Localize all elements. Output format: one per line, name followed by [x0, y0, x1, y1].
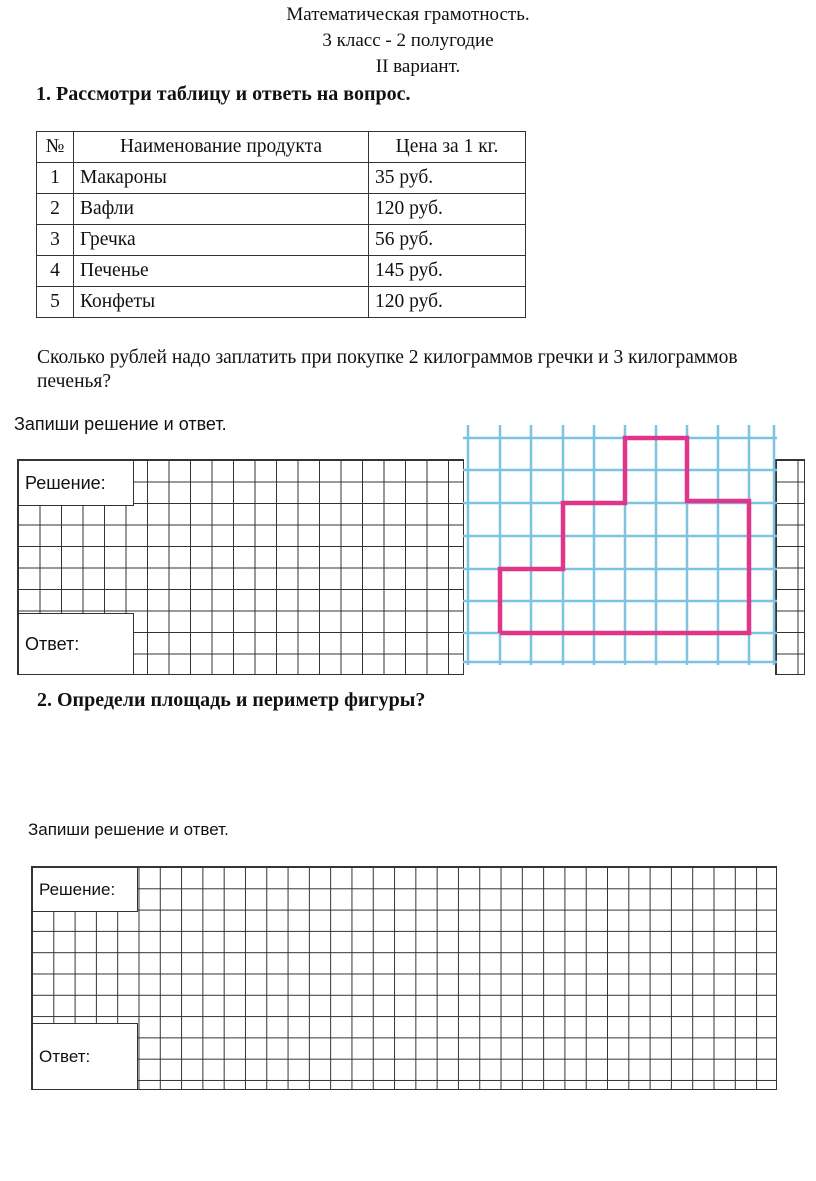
table-row [37, 256, 526, 287]
task2-write-prompt: Запиши решение и ответ. [28, 820, 229, 839]
solution-grid-task1[interactable] [17, 459, 464, 675]
product-name: Конфеты [74, 287, 369, 318]
row-number: 2 [37, 194, 74, 225]
product-price: 145 руб. [369, 256, 526, 287]
answer-label: Ответ: [18, 613, 134, 675]
price-table [36, 131, 526, 318]
product-name: Макароны [74, 163, 369, 194]
row-number: 1 [37, 163, 74, 194]
product-name: Гречка [74, 225, 369, 256]
product-price: 120 руб. [369, 194, 526, 225]
task1-title: 1. Рассмотри таблицу и ответь на вопрос. [36, 83, 411, 105]
table-row [37, 163, 526, 194]
table-header-row [37, 132, 526, 163]
product-name: Вафли [74, 194, 369, 225]
table-row [37, 225, 526, 256]
row-number: 5 [37, 287, 74, 318]
task1-write-prompt: Запиши решение и ответ. [14, 414, 227, 434]
product-price: 56 руб. [369, 225, 526, 256]
task1-question: Сколько рублей надо заплатить при покупке 2 килограммов гречки и 3 килограммов печенья? [37, 347, 738, 392]
row-number: 3 [37, 225, 74, 256]
solution-grid-task1-edge [775, 459, 805, 675]
row-number: 4 [37, 256, 74, 287]
table-row [37, 287, 526, 318]
solution-grid-task2[interactable] [31, 866, 777, 1090]
table-row [37, 194, 526, 225]
task2-title: 2. Определи площадь и периметр фигуры? [37, 689, 426, 711]
product-name: Печенье [74, 256, 369, 287]
product-price: 120 руб. [369, 287, 526, 318]
col-number-header: № [37, 132, 74, 163]
figure-grid [463, 425, 777, 665]
col-name-header: Наименование продукта [74, 132, 369, 163]
product-price: 35 руб. [369, 163, 526, 194]
solution-label: Решение: [18, 460, 134, 506]
doc-title: Математическая грамотность. [286, 4, 530, 25]
col-price-header: Цена за 1 кг. [369, 132, 526, 163]
answer-label: Ответ: [32, 1023, 138, 1090]
doc-variant: II вариант. [375, 56, 461, 77]
doc-grade: 3 класс - 2 полугодие [322, 30, 494, 51]
solution-label: Решение: [32, 867, 138, 912]
